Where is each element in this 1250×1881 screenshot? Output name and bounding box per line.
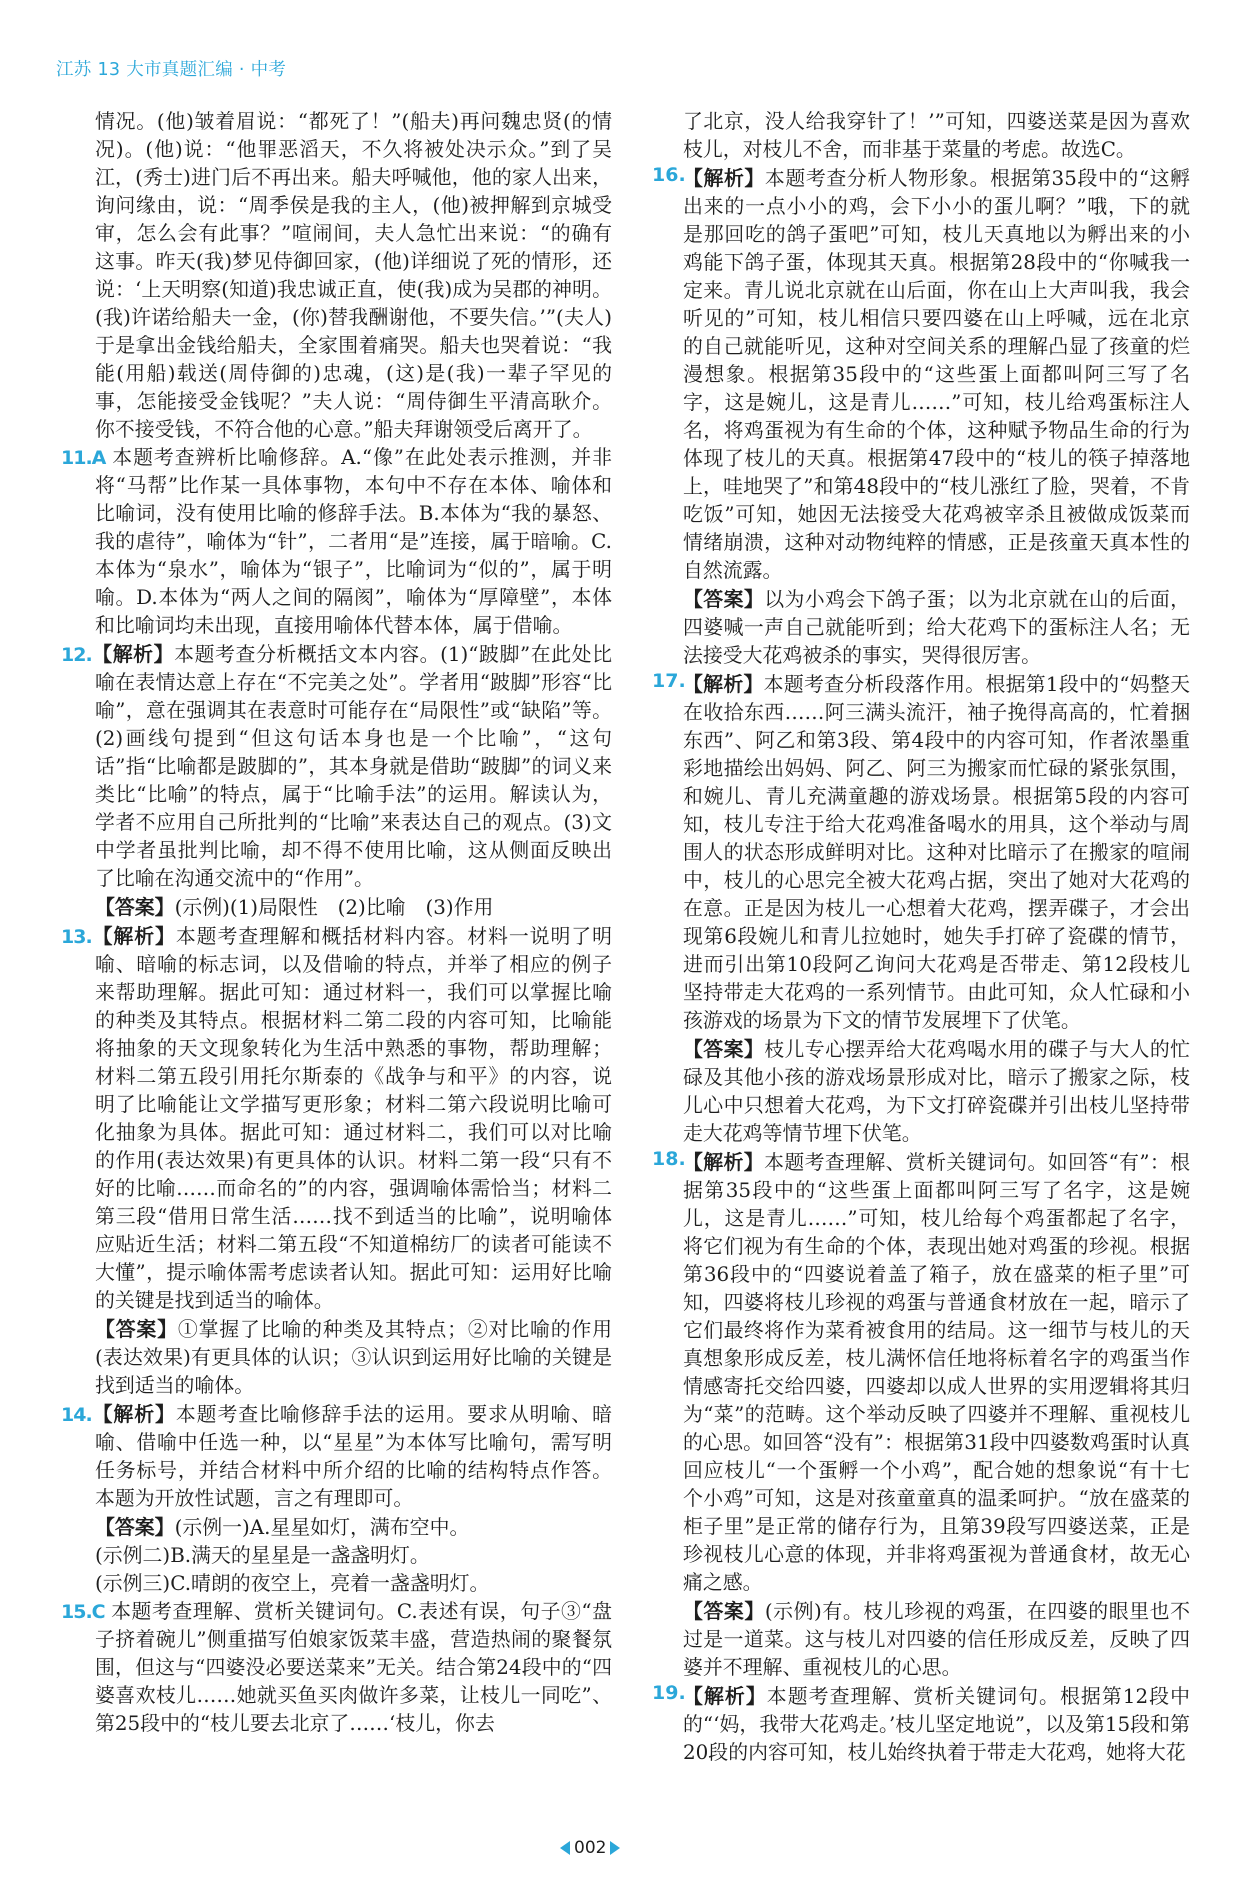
prev-arrow-icon — [560, 1841, 570, 1855]
question-number: 19. — [652, 1682, 686, 1704]
next-arrow-icon — [610, 1841, 620, 1855]
answer-text: (示例)有。枝儿珍视的鸡蛋，在四婆的眼里也不过是一道菜。这与枝儿对四婆的信任形成反差，反映了四婆并不理解、重视枝儿的心思。 — [683, 1600, 1190, 1679]
question-text: 本题考查理解、赏析关键词句。C.表述有误，句子③“盘子挤着碗儿”侧重描写伯娘家饭菜丰盛，营造热闹的聚餐氛围，但这与“四婆没必要送菜来”无关。结合第24段中的“四婆喜欢枝儿……她就买鱼买肉做许多菜，让枝儿一同吃”、第25段中的“枝儿要去北京了……‘枝儿，你去 — [95, 1600, 612, 1735]
question-11 — [61, 444, 612, 640]
analysis-tag: 【解析】 — [683, 1684, 767, 1708]
question-number: 18. — [652, 1148, 686, 1170]
question-17 — [652, 670, 1190, 1148]
question-15 — [61, 1598, 612, 1738]
answer-tag: 【答案】 — [683, 587, 765, 611]
question-number: 13. — [61, 926, 92, 948]
answer-tag: 【答案】 — [683, 1037, 765, 1061]
question-number: 14. — [61, 1404, 92, 1426]
right-column — [652, 108, 1190, 1767]
analysis-tag: 【解析】 — [683, 1150, 765, 1174]
answer-text: ①掌握了比喻的种类及其特点；②对比喻的作用(表达效果)有更具体的认识；③认识到运用好比喻的关键是找到适当的喻体。 — [95, 1318, 613, 1397]
answer-letter: A — [91, 447, 106, 469]
question-number: 15. — [61, 1601, 92, 1623]
analysis-tag: 【解析】 — [91, 1402, 176, 1426]
q15-continuation: 了北京，没人给我穿针了！’”可知，四婆送菜是因为喜欢枝儿，对枝儿不舍，而非基于菜量的考虑。故选C。 — [683, 110, 1190, 161]
question-text: 本题考查辨析比喻修辞。A.“像”在此处表示推测，并非将“马帮”比作某一具体事物，本句中不存在本体、喻体和比喻词，没有使用比喻的修辞手法。B.本体为“我的暴怒、我的虐待”，喻体为“针”，二者用“是”连接，属于暗喻。C.本体为“泉水”，喻体为“银子”，比喻词为“似的”，属于明喻。D.本体为“两人之间的隔阂”，喻体为“厚障壁”，本体和比喻词均未出现，直接用喻体代替本体，属于借喻。 — [95, 446, 612, 637]
question-16 — [652, 164, 1190, 670]
answer-example-3: (示例三)C.晴朗的夜空上，亮着一盏盏明灯。 — [95, 1572, 490, 1595]
answer-text: 枝儿专心摆弄给大花鸡喝水用的碟子与大人的忙碌及其他小孩的游戏场景形成对比，暗示了搬家之际，枝儿心中只想着大花鸡，为下文打碎瓷碟并引出枝儿坚持带走大花鸡等情节埋下伏笔。 — [683, 1038, 1191, 1145]
question-number: 17. — [652, 670, 686, 692]
question-12 — [61, 640, 613, 922]
page-number-indicator — [560, 1838, 620, 1858]
analysis-text: 本题考查比喻修辞手法的运用。要求从明喻、暗喻、借喻中任选一种，以“星星”为本体写比喻句，需写明任务标号，并结合材料中所介绍的比喻的结构特点作答。本题为开放性试题，言之有理即可。 — [95, 1403, 613, 1510]
answer-example-2: (示例二)B.满天的星星是一盏盏明灯。 — [95, 1544, 430, 1567]
answer-text: 以为小鸡会下鸽子蛋；以为北京就在山的后面，四婆喊一声自己就能听到；给大花鸡下的蛋标注人名；无法接受大花鸡被杀的事实，哭得很厉害。 — [683, 588, 1191, 667]
question-13 — [61, 922, 613, 1400]
answer-letter: C — [91, 1601, 105, 1623]
answer-tag: 【答案】 — [95, 1515, 175, 1539]
question-number: 12. — [61, 644, 92, 666]
analysis-text: 本题考查分析人物形象。根据第35段中的“这孵出来的一点小小的鸡，会下小小的蛋儿啊？”哦，下的就是那回吃的鸽子蛋吧”可知，枝儿天真地以为孵出来的小鸡能下鸽子蛋，体现其天真。根据第28段中的“你喊我一定来。青儿说北京就在山后面，你在山上大声叫我，我会听见的”可知，枝儿相信只要四婆在山上呼喊，远在北京的自己就能听见，这种对空间关系的理解凸显了孩童的烂漫想象。根据第35段中的“这些蛋上面都叫阿三写了名字，这是婉儿，这是青儿……”可知，枝儿给鸡蛋标注人名，将鸡蛋视为有生命的个体，这种赋予物品生命的行为体现了枝儿的天真。根据第47段中的“枝儿的筷子掉落地上，哇地哭了”和第48段中的“枝儿涨红了脸，哭着，不肯吃饭”可知，她因无法接受大花鸡被宰杀且被做成饭菜而情绪崩溃，这种对动物纯粹的情感，正是孩童天真本性的自然流露。 — [683, 167, 1190, 582]
question-14 — [61, 1400, 613, 1598]
left-column — [61, 108, 613, 1738]
answer-tag: 【答案】 — [95, 1317, 178, 1341]
question-number: 11. — [61, 447, 92, 469]
analysis-tag: 【解析】 — [91, 642, 175, 666]
answer-tag: 【答案】 — [95, 895, 175, 919]
analysis-text: 本题考查理解、赏析关键词句。如回答“有”：根据第35段中的“这些蛋上面都叫阿三写了名字，这是婉儿，这是青儿……”可知，枝儿给每个鸡蛋都起了名字，将它们视为有生命的个体，表现出她对鸡蛋的珍视。根据第36段中的“四婆说着盖了箱子，放在盛菜的柜子里”可知，四婆将枝儿珍视的鸡蛋与普通食材放在一起，暗示了它们最终将作为菜肴被食用的结局。这一细节与枝儿的天真想象形成反差，枝儿满怀信任地将标着名字的鸡蛋当作情感寄托交给四婆，四婆却以成人世界的实用逻辑将其归为“菜”的范畴。这个举动反映了四婆并不理解、重视枝儿的心思。如回答“没有”：根据第31段中四婆数鸡蛋时认真回应枝儿“一个蛋孵一个小鸡”，配合她的想象说“有十七个小鸡”可知，这是对孩童童真的温柔呵护。“放在盛菜的柜子里”是正常的储存行为，且第39段写四婆送菜，正是珍视枝儿心意的体现，并非将鸡蛋视为普通食材，故无心痛之感。 — [683, 1151, 1191, 1594]
answer-text: (示例)(1)局限性 (2)比喻 (3)作用 — [174, 896, 494, 919]
analysis-tag: 【解析】 — [683, 672, 764, 696]
analysis-text: 本题考查分析段落作用。根据第1段中的“妈整天在收拾东西……阿三满头流汗，袖子挽得高高的，忙着捆东西”、阿乙和第3段、第4段中的内容可知，作者浓墨重彩地描绘出妈妈、阿乙、阿三为搬家而忙碌的紧张氛围，和婉儿、青儿充满童趣的游戏场景。根据第5段的内容可知，枝儿专注于给大花鸡准备喝水的用具，这个举动与周围人的状态形成鲜明对比。这种对比暗示了在搬家的喧闹中，枝儿的心思完全被大花鸡占据，突出了她对大花鸡的在意。正是因为枝儿一心想着大花鸡，摆弄碟子，才会出现第6段婉儿和青儿拉她时，她失手打碎了瓷碟的情节，进而引出第10段阿乙询问大花鸡是否带走、第12段枝儿坚持带走大花鸡的一系列情节。由此可知，众人忙碌和小孩游戏的场景为下文的情节发展埋下了伏笔。 — [683, 673, 1191, 1032]
page-number: 002 — [574, 1838, 607, 1858]
analysis-tag: 【解析】 — [91, 924, 176, 948]
analysis-text: 本题考查分析概括文本内容。(1)“跛脚”在此处比喻在表情达意上存在“不完美之处”。学者用“跛脚”形容“比喻”，意在强调其在表意时可能存在“局限性”或“缺陷”等。(2)画线句提到“但这句话本身也是一个比喻”，“这句话”指“比喻都是跛脚的”，其本身就是借助“跛脚”的词义来类比“比喻”的特点，属于“比喻手法”的运用。解读认为，学者不应用自己所批判的“比喻”来表达自己的观点。(3)文中学者虽批判比喻，却不得不使用比喻，这从侧面反映出了比喻在沟通交流中的“作用”。 — [95, 643, 613, 890]
question-18 — [652, 1148, 1190, 1682]
analysis-text: 本题考查理解、赏析关键词句。根据第12段中的“‘妈，我带大花鸡走。’枝儿坚定地说”，以及第15段和第20段的内容可知，枝儿始终执着于带走大花鸡，她将大花 — [683, 1685, 1191, 1764]
analysis-text: 本题考查理解和概括材料内容。材料一说明了明喻、暗喻的标志词，以及借喻的特点，并举了相应的例子来帮助理解。据此可知：通过材料一，我们可以掌握比喻的种类及其特点。根据材料二第二段的内容可知，比喻能将抽象的天文现象转化为生活中熟悉的事物，帮助理解；材料二第五段引用托尔斯泰的《战争与和平》的内容，说明了比喻能让文学描写更形象；材料二第六段说明比喻可化抽象为具体。据此可知：通过材料二，我们可以对比喻的作用(表达效果)有更具体的认识。材料二第一段“只有不好的比喻……而命名的”的内容，强调喻体需恰当；材料二第三段“借用日常生活……找不到适当的比喻”，说明喻体应贴近生活；材料二第五段“不知道棉纺厂的读者可能读不大懂”，提示喻体需考虑读者认知。据此可知：运用好比喻的关键是找到适当的喻体。 — [95, 925, 613, 1312]
header-title: 江苏 13 大市真题汇编 · 中考 — [56, 60, 287, 80]
question-19 — [652, 1682, 1190, 1767]
question-number: 16. — [652, 164, 686, 186]
answer-text: (示例一)A.星星如灯，满布空中。 — [174, 1516, 470, 1539]
intro-paragraph: 情况。(他)皱着眉说：“都死了！”(船夫)再问魏忠贤(的情况)。(他)说：“他罪恶滔天，不久将被处决示众。”到了吴江，(秀士)进门后不再出来。船夫呼喊他，他的家人出来，询问缘由，说：“周季侯是我的主人，(他)被押解到京城受审，怎么会有此事？”喧闹间，夫人急忙出来说：“的确有这事。昨天(我)梦见侍御回家，(他)详细说了死的情形，还说：‘上天明察(知道)我忠诚正直，使(我)成为吴郡的神明。(我)许诺给船夫一金，(你)替我酬谢他，不要失信。’”(夫人)于是拿出金钱给船夫，全家围着痛哭。船夫也哭着说：“我能(用船)载送(周侍御的)忠魂，(这)是(我)一辈子罕见的事，怎能接受金钱呢？”夫人说：“周侍御生平清高耿介。你不接受钱，不符合他的心意。”船夫拜谢领受后离开了。 — [95, 110, 612, 441]
answer-tag: 【答案】 — [683, 1599, 765, 1623]
analysis-tag: 【解析】 — [683, 166, 765, 190]
